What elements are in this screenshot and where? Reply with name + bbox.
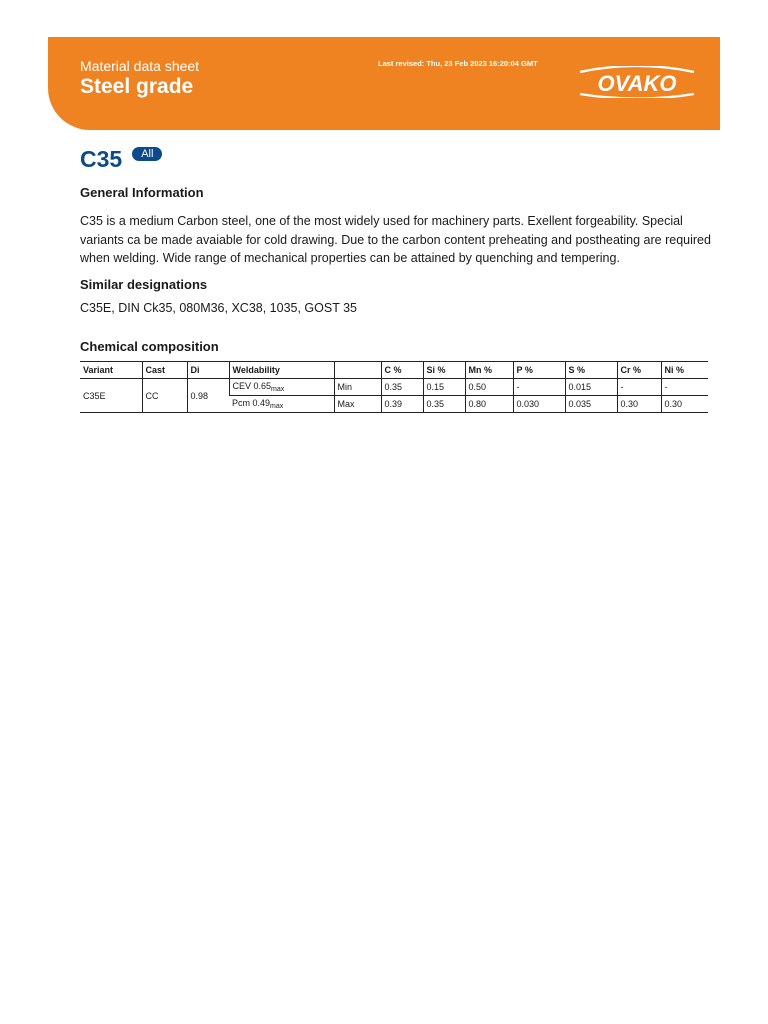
value-cell: 0.35 [423,396,465,413]
weldability-cev [229,379,334,396]
similar-designations-text: C35E, DIN Ck35, 080M36, XC38, 1035, GOST 35 [80,301,357,315]
general-info-text: C35 is a medium Carbon steel, one of the most widely used for machinery parts. Exellent forgeability. Special variants ca be made avaiable for cold drawing. Due to the carbon content preheating and postheating are required when welding. Wide range of mechanical properties can be attained by quenching and tempering. [80,214,711,265]
column-header [334,362,381,379]
column-header: Si % [423,362,465,379]
column-header: C % [381,362,423,379]
column-header: Weldability [229,362,334,379]
value-cell: 0.30 [617,396,661,413]
column-header: Di [187,362,229,379]
similar-designations-heading: Similar designations [80,277,208,292]
value-cell: - [513,379,565,396]
value-cell: 0.15 [423,379,465,396]
logo-text: OVAKO [597,71,677,96]
value-cell: 0.030 [513,396,565,413]
value-cell: 0.015 [565,379,617,396]
header-banner [48,37,720,130]
column-header: Variant [80,362,142,379]
grade-name: C35 [80,146,123,172]
di-cell: 0.98 [187,379,229,413]
value-cell: - [661,379,708,396]
pcm-label: Pcm 0.49 [232,398,271,408]
general-info-heading: General Information [80,185,204,200]
limit-type-cell: Max [334,396,381,413]
chemical-composition-heading: Chemical composition [80,339,219,354]
grade-badge: All [132,147,162,161]
cev-sub: max [271,386,285,393]
column-header: Ni % [661,362,708,379]
table-row [80,379,708,396]
column-header: Mn % [465,362,513,379]
ovako-logo [576,66,698,98]
column-header: Cr % [617,362,661,379]
column-header: Cast [142,362,187,379]
grade-heading [80,145,162,173]
weldability-pcm [229,396,334,413]
value-cell: 0.80 [465,396,513,413]
cast-cell: CC [142,379,187,413]
last-revised: Last revised: Thu, 23 Feb 2023 16:20:04 GMT [378,59,538,68]
pcm-sub: max [270,403,284,410]
document-title: Steel grade [80,75,194,98]
value-cell: 0.50 [465,379,513,396]
cev-label: CEV 0.65 [232,381,272,391]
value-cell: 0.035 [565,396,617,413]
document-type: Material data sheet [80,58,200,74]
value-cell: 0.35 [381,379,423,396]
chemical-composition-table [80,361,708,413]
column-header: P % [513,362,565,379]
limit-type-cell: Min [334,379,381,396]
value-cell: - [617,379,661,396]
column-header: S % [565,362,617,379]
table-header-row [80,362,708,379]
variant-cell: C35E [80,379,142,413]
value-cell: 0.39 [381,396,423,413]
value-cell: 0.30 [661,396,708,413]
